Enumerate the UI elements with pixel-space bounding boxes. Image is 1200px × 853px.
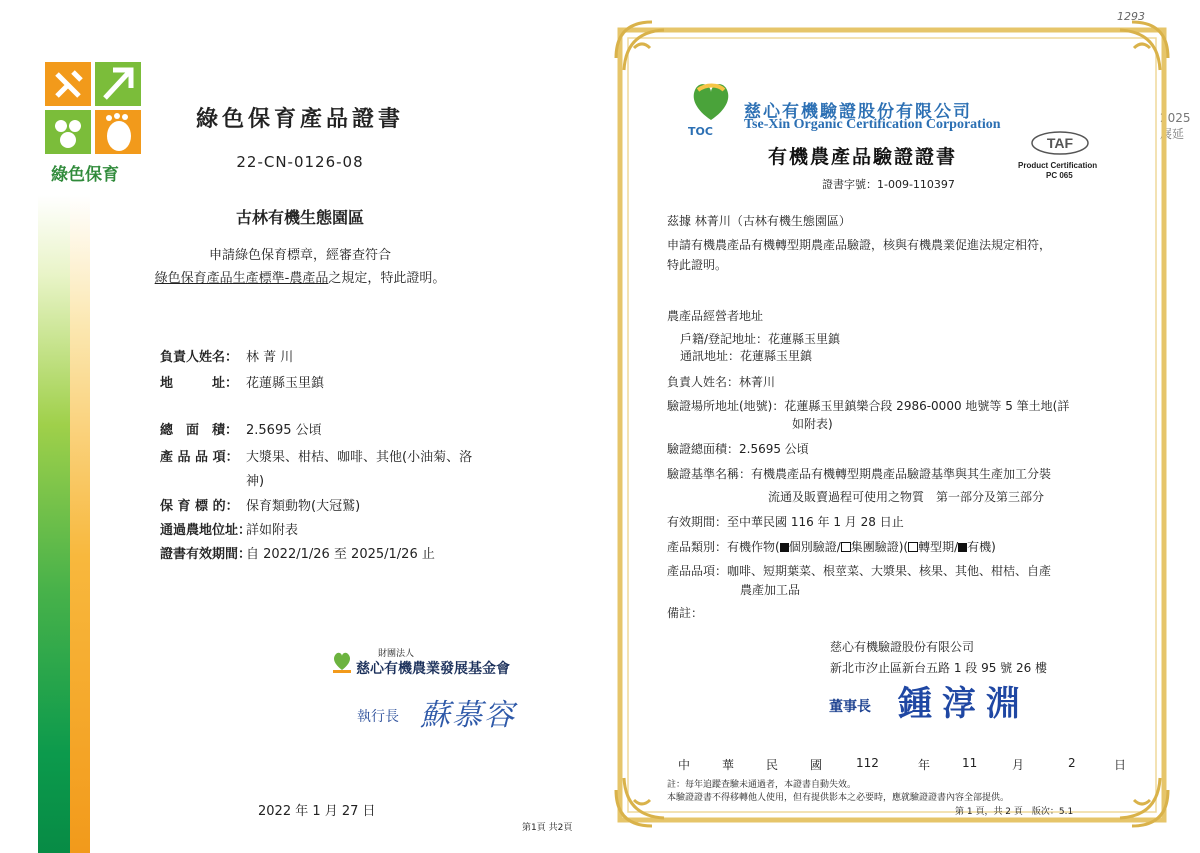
date-part: 國: [810, 758, 823, 772]
footnote-2: 本驗證證書不得移轉他人使用，但有提供影本之必要時，應就驗證證書內容全部提供。: [667, 793, 1010, 803]
operator-address-title: 農產品經營者地址: [667, 309, 764, 323]
date-part: 月: [1012, 758, 1025, 772]
row-value: 花蓮縣玉里鎮: [246, 376, 325, 391]
standard-name: 綠色保育產品生產標準-農產品: [154, 271, 329, 286]
declaration-line-1: 申請綠色保育標章，經審查符合: [208, 248, 391, 263]
row-label: 保 育 標 的：: [160, 499, 239, 514]
page-indicator: 第1頁 共2頁: [522, 823, 573, 833]
date-part: 年: [918, 758, 931, 772]
checkbox-filled-icon: [780, 543, 789, 552]
orange-gradient-bar: [70, 195, 90, 853]
product-items-1: 產品品項：咖啡、短期葉菜、根莖菜、大漿果、核果、其他、柑桔、自產: [667, 564, 1052, 578]
declaration-line-2: [0, 267, 600, 286]
row-value: 保育類動物(大冠鷲): [246, 499, 361, 514]
product-category: [667, 538, 996, 555]
chairman-signature: 鍾淳淵: [898, 684, 1030, 724]
info-row-address: [160, 372, 324, 391]
grant-statement-3: 特此證明。: [667, 258, 728, 272]
info-row-responsible: [160, 346, 293, 365]
taf-product-certification: Product Certification: [1018, 161, 1098, 170]
category-prefix: 產品類別：有機作物(: [667, 540, 780, 554]
page-indicator-right: 第 1 頁，共 2 頁 版次：5.1: [955, 807, 1074, 817]
row-label: 負責人姓名：: [160, 350, 239, 365]
date-month: 11: [962, 756, 978, 770]
info-row-products-cont: [160, 470, 264, 489]
standard-name-2: 流通及販賣過程可使用之物質 第一部分及第三部分: [768, 490, 1045, 504]
info-row-area: [160, 419, 322, 438]
date-part: 民: [766, 758, 779, 772]
row-label: 地 址：: [160, 376, 239, 391]
ceo-signature: 蘇慕容: [420, 698, 516, 733]
taf-text: TAF: [1046, 135, 1074, 151]
household-address: 戶籍/登記地址：花蓮縣玉里鎮: [680, 332, 841, 346]
date-day: 2: [1068, 756, 1076, 770]
certificate-number-right: 證書字號：1-009-110397: [822, 178, 955, 191]
row-label: 證書有效期間：: [160, 547, 252, 562]
info-row-farm-location: [160, 519, 298, 538]
foundation-type: 財團法人: [378, 649, 415, 659]
total-area: 驗證總面積：2.5695 公頃: [667, 442, 809, 456]
date-part: 中: [678, 758, 691, 772]
issue-date: 2022 年 1 月 27 日: [258, 804, 376, 819]
category-organic: 有機): [967, 540, 996, 554]
remarks: 備註：: [667, 606, 704, 620]
site-address-2: 如附表): [792, 417, 833, 431]
row-value: 神): [246, 474, 265, 489]
row-label: 總 面 積：: [160, 423, 239, 438]
declaration-suffix: 之規定，特此證明。: [328, 271, 446, 286]
date-part: 日: [1114, 758, 1127, 772]
validity-period: 有效期間：至中華民國 116 年 1 月 28 日止: [667, 515, 904, 529]
info-row-products: [160, 446, 472, 465]
footnote-1: 註：每年追蹤查驗未通過者，本證書自動失效。: [667, 780, 857, 790]
mailing-address: 通訊地址：花蓮縣玉里鎮: [680, 349, 813, 363]
date-part: 華: [722, 758, 735, 772]
checkbox-filled-icon: [958, 543, 967, 552]
taf-logo-icon: [1030, 130, 1090, 156]
handwritten-number: 1293: [1117, 10, 1145, 23]
date-year: 112: [856, 756, 879, 770]
info-row-validity: [160, 543, 435, 562]
handwritten-side-note: 2025 展延: [1160, 111, 1191, 141]
product-items-2: 農產加工品: [740, 583, 801, 597]
category-group: 集團驗證)(: [850, 540, 909, 554]
row-label: 通過農地位址：: [160, 523, 252, 538]
logo-text: 綠色保育: [51, 165, 119, 185]
row-label: 產 品 品 項：: [160, 450, 239, 465]
organization-name: 古林有機生態園區: [235, 208, 364, 227]
checkbox-empty-icon: [841, 542, 851, 552]
category-individual: 個別驗證/: [788, 540, 841, 554]
grant-statement-2: 申請有機農產品有機轉型期農產品驗證，核與有機農業促進法規定相符，: [667, 238, 1052, 252]
foundation-logo-icon: [330, 648, 354, 674]
signing-address: 新北市汐止區新台五路 1 段 95 號 26 樓: [830, 661, 1048, 675]
foundation-name: 慈心有機農業發展基金會: [356, 661, 510, 677]
row-value: 大漿果、柑桔、咖啡、其他(小油菊、洛: [246, 450, 473, 465]
responsible-person: 負責人姓名：林菁川: [667, 375, 776, 389]
site-address-1: 驗證場所地址(地號)：花蓮縣玉里鎮樂合段 2986-0000 地號等 5 筆土地(詳: [667, 399, 1070, 413]
checkbox-empty-icon: [908, 542, 918, 552]
certificate-title: 綠色保育產品證書: [195, 107, 404, 132]
info-row-conservation-target: [160, 495, 360, 514]
row-value: 2.5695 公頃: [246, 423, 322, 438]
row-value: 自 2022/1/26 至 2025/1/26 止: [246, 547, 435, 562]
toc-abbreviation: TOC: [688, 125, 713, 138]
signing-company: 慈心有機驗證股份有限公司: [830, 640, 975, 654]
company-name-cn: 慈心有機驗證股份有限公司: [744, 102, 972, 122]
company-name-en: Tse-Xin Organic Certification Corporation: [744, 117, 1001, 132]
certificate-title-right: 有機農產品驗證證書: [768, 146, 958, 168]
row-value: 詳如附表: [246, 523, 299, 538]
standard-name-1: 驗證基準名稱：有機農產品有機轉型期農產品驗證基準與其生產加工分裝: [667, 467, 1052, 481]
chairman-title: 董事長: [829, 699, 871, 715]
toc-logo-icon: [688, 78, 734, 124]
certificate-number: 22-CN-0126-08: [236, 153, 364, 171]
grant-statement: 茲據 林菁川（古林有機生態園區）: [667, 214, 851, 228]
ceo-title: 執行長: [357, 709, 399, 725]
category-transition: 轉型期/: [918, 540, 959, 554]
taf-pc-number: PC 065: [1046, 171, 1073, 180]
green-gradient-bar: [38, 195, 70, 853]
row-value: 林 菁 川: [246, 350, 294, 365]
